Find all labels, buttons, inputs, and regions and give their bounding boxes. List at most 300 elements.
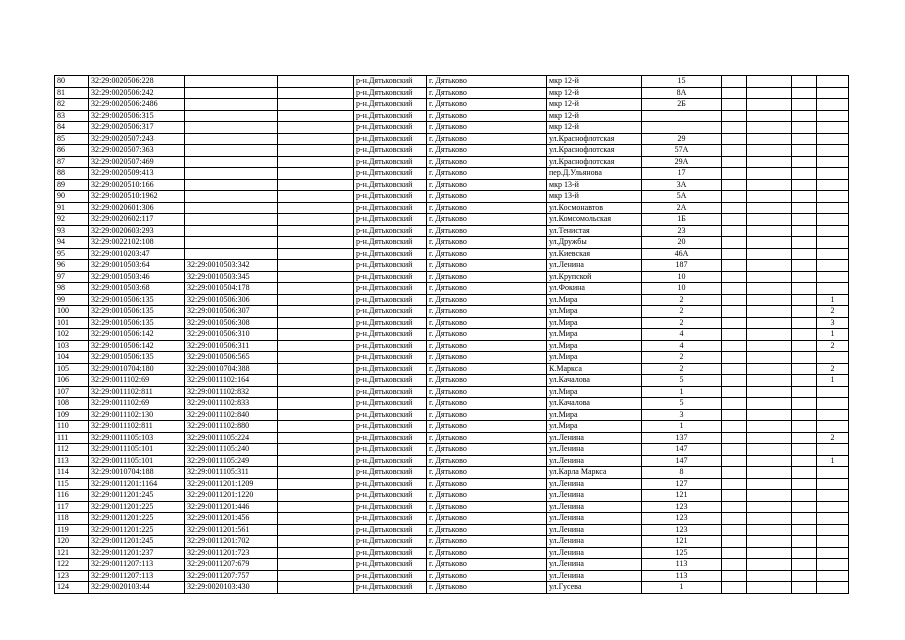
apartment-number bbox=[817, 225, 849, 237]
extra-cell-1 bbox=[722, 317, 747, 329]
district: р-н.Дятьковский bbox=[354, 375, 427, 387]
district: р-н.Дятьковский bbox=[354, 214, 427, 226]
empty-cell bbox=[278, 214, 354, 226]
house-number: 123 bbox=[642, 513, 722, 525]
extra-cell-1 bbox=[722, 156, 747, 168]
apartment-number bbox=[817, 260, 849, 272]
cadastral-number-building: 32:29:0011201:1220 bbox=[185, 490, 278, 502]
city: г. Дятьково bbox=[427, 283, 547, 295]
apartment-number bbox=[817, 202, 849, 214]
empty-cell bbox=[278, 168, 354, 180]
table-row bbox=[55, 421, 849, 433]
extra-cell-1 bbox=[722, 363, 747, 375]
extra-cell-2 bbox=[747, 398, 792, 410]
city: г. Дятьково bbox=[427, 179, 547, 191]
street: ул.Ленина bbox=[547, 444, 642, 456]
extra-cell-3 bbox=[792, 421, 817, 433]
apartment-number bbox=[817, 191, 849, 203]
cadastral-number-land: 32:29:0020506:315 bbox=[89, 110, 185, 122]
cadastral-number-building bbox=[185, 237, 278, 249]
extra-cell-1 bbox=[722, 225, 747, 237]
table-row bbox=[55, 340, 849, 352]
extra-cell-1 bbox=[722, 340, 747, 352]
extra-cell-2 bbox=[747, 444, 792, 456]
street: ул.Мира bbox=[547, 409, 642, 421]
cadastral-number-building bbox=[185, 133, 278, 145]
street: ул.Ленина bbox=[547, 559, 642, 571]
row-number: 98 bbox=[55, 283, 89, 295]
district: р-н.Дятьковский bbox=[354, 490, 427, 502]
extra-cell-1 bbox=[722, 432, 747, 444]
district: р-н.Дятьковский bbox=[354, 455, 427, 467]
row-number: 94 bbox=[55, 237, 89, 249]
extra-cell-3 bbox=[792, 386, 817, 398]
extra-cell-2 bbox=[747, 202, 792, 214]
apartment-number bbox=[817, 248, 849, 260]
city: г. Дятьково bbox=[427, 145, 547, 157]
empty-cell bbox=[278, 248, 354, 260]
apartment-number: 2 bbox=[817, 363, 849, 375]
house-number: 29 bbox=[642, 133, 722, 145]
cadastral-number-land: 32:29:0011102:811 bbox=[89, 421, 185, 433]
empty-cell bbox=[278, 133, 354, 145]
extra-cell-2 bbox=[747, 352, 792, 364]
table-row bbox=[55, 352, 849, 364]
city: г. Дятьково bbox=[427, 99, 547, 111]
extra-cell-1 bbox=[722, 191, 747, 203]
extra-cell-3 bbox=[792, 478, 817, 490]
district: р-н.Дятьковский bbox=[354, 421, 427, 433]
district: р-н.Дятьковский bbox=[354, 444, 427, 456]
cadastral-number-land: 32:29:0020510:166 bbox=[89, 179, 185, 191]
district: р-н.Дятьковский bbox=[354, 225, 427, 237]
empty-cell bbox=[278, 306, 354, 318]
extra-cell-1 bbox=[722, 547, 747, 559]
house-number: 147 bbox=[642, 455, 722, 467]
extra-cell-3 bbox=[792, 145, 817, 157]
cadastral-number-land: 32:29:0020602:117 bbox=[89, 214, 185, 226]
extra-cell-1 bbox=[722, 536, 747, 548]
extra-cell-3 bbox=[792, 536, 817, 548]
city: г. Дятьково bbox=[427, 248, 547, 260]
district: р-н.Дятьковский bbox=[354, 467, 427, 479]
cadastral-number-land: 32:29:0020506:242 bbox=[89, 87, 185, 99]
house-number: 2 bbox=[642, 352, 722, 364]
district: р-н.Дятьковский bbox=[354, 133, 427, 145]
house-number: 1 bbox=[642, 386, 722, 398]
street: ул.Мира bbox=[547, 352, 642, 364]
row-number: 99 bbox=[55, 294, 89, 306]
extra-cell-2 bbox=[747, 237, 792, 249]
apartment-number bbox=[817, 398, 849, 410]
cadastral-number-land: 32:29:0020510:1962 bbox=[89, 191, 185, 203]
cadastral-number-building: 32:29:0011102:840 bbox=[185, 409, 278, 421]
apartment-number bbox=[817, 444, 849, 456]
extra-cell-1 bbox=[722, 409, 747, 421]
house-number: 2 bbox=[642, 317, 722, 329]
cadastral-number-land: 32:29:0011207:113 bbox=[89, 559, 185, 571]
apartment-number: 3 bbox=[817, 317, 849, 329]
cadastral-number-land: 32:29:0011201:225 bbox=[89, 524, 185, 536]
apartment-number bbox=[817, 513, 849, 525]
extra-cell-2 bbox=[747, 455, 792, 467]
street: ул.Ленина bbox=[547, 478, 642, 490]
cadastral-number-land: 32:29:0011201:225 bbox=[89, 513, 185, 525]
extra-cell-2 bbox=[747, 582, 792, 594]
empty-cell bbox=[278, 421, 354, 433]
cadastral-number-building: 32:29:0010704:388 bbox=[185, 363, 278, 375]
extra-cell-3 bbox=[792, 582, 817, 594]
street: мкр 13-й bbox=[547, 191, 642, 203]
cadastral-number-building: 32:29:0011201:702 bbox=[185, 536, 278, 548]
city: г. Дятьково bbox=[427, 237, 547, 249]
house-number: 23 bbox=[642, 225, 722, 237]
apartment-number: 1 bbox=[817, 329, 849, 341]
table-row bbox=[55, 409, 849, 421]
house-number: 123 bbox=[642, 501, 722, 513]
row-number: 101 bbox=[55, 317, 89, 329]
extra-cell-3 bbox=[792, 524, 817, 536]
street: ул.Краснофлотская bbox=[547, 156, 642, 168]
district: р-н.Дятьковский bbox=[354, 340, 427, 352]
empty-cell bbox=[278, 478, 354, 490]
cadastral-number-building bbox=[185, 156, 278, 168]
street: мкр 12-й bbox=[547, 99, 642, 111]
empty-cell bbox=[278, 110, 354, 122]
row-number: 118 bbox=[55, 513, 89, 525]
street: ул.Ленина bbox=[547, 536, 642, 548]
cadastral-number-building: 32:29:0010506:310 bbox=[185, 329, 278, 341]
street: ул.Мира bbox=[547, 294, 642, 306]
extra-cell-3 bbox=[792, 352, 817, 364]
row-number: 104 bbox=[55, 352, 89, 364]
extra-cell-3 bbox=[792, 409, 817, 421]
city: г. Дятьково bbox=[427, 490, 547, 502]
extra-cell-3 bbox=[792, 398, 817, 410]
street: ул.Качалова bbox=[547, 398, 642, 410]
row-number: 108 bbox=[55, 398, 89, 410]
row-number: 109 bbox=[55, 409, 89, 421]
empty-cell bbox=[278, 329, 354, 341]
row-number: 85 bbox=[55, 133, 89, 145]
empty-cell bbox=[278, 156, 354, 168]
cadastral-number-building bbox=[185, 110, 278, 122]
table-row bbox=[55, 570, 849, 582]
row-number: 81 bbox=[55, 87, 89, 99]
cadastral-number-building: 32:29:0011102:880 bbox=[185, 421, 278, 433]
cadastral-number-building bbox=[185, 99, 278, 111]
street: ул.Мира bbox=[547, 329, 642, 341]
city: г. Дятьково bbox=[427, 156, 547, 168]
cadastral-number-land: 32:29:0011102:69 bbox=[89, 398, 185, 410]
city: г. Дятьково bbox=[427, 582, 547, 594]
street: ул.Краснофлотская bbox=[547, 133, 642, 145]
extra-cell-1 bbox=[722, 582, 747, 594]
extra-cell-3 bbox=[792, 570, 817, 582]
house-number: 4 bbox=[642, 329, 722, 341]
extra-cell-1 bbox=[722, 283, 747, 295]
district: р-н.Дятьковский bbox=[354, 317, 427, 329]
extra-cell-3 bbox=[792, 214, 817, 226]
empty-cell bbox=[278, 386, 354, 398]
table-row bbox=[55, 478, 849, 490]
street: К.Маркса bbox=[547, 363, 642, 375]
apartment-number bbox=[817, 559, 849, 571]
table-row bbox=[55, 386, 849, 398]
house-number: 5 bbox=[642, 375, 722, 387]
table-row bbox=[55, 306, 849, 318]
cadastral-number-building: 32:29:0010506:311 bbox=[185, 340, 278, 352]
row-number: 84 bbox=[55, 122, 89, 134]
cadastral-number-land: 32:29:0010203:47 bbox=[89, 248, 185, 260]
extra-cell-3 bbox=[792, 363, 817, 375]
table-row bbox=[55, 375, 849, 387]
house-number: 2 bbox=[642, 306, 722, 318]
city: г. Дятьково bbox=[427, 329, 547, 341]
empty-cell bbox=[278, 467, 354, 479]
cadastral-number-land: 32:29:0011207:113 bbox=[89, 570, 185, 582]
extra-cell-3 bbox=[792, 329, 817, 341]
district: р-н.Дятьковский bbox=[354, 570, 427, 582]
empty-cell bbox=[278, 179, 354, 191]
city: г. Дятьково bbox=[427, 306, 547, 318]
cadastral-number-land: 32:29:0010506:142 bbox=[89, 329, 185, 341]
district: р-н.Дятьковский bbox=[354, 76, 427, 88]
district: р-н.Дятьковский bbox=[354, 237, 427, 249]
cadastral-number-building: 32:29:0011105:249 bbox=[185, 455, 278, 467]
extra-cell-1 bbox=[722, 271, 747, 283]
apartment-number: 1 bbox=[817, 294, 849, 306]
row-number: 110 bbox=[55, 421, 89, 433]
house-number: 125 bbox=[642, 547, 722, 559]
table-row bbox=[55, 214, 849, 226]
apartment-number bbox=[817, 145, 849, 157]
apartment-number bbox=[817, 386, 849, 398]
table-row bbox=[55, 501, 849, 513]
city: г. Дятьково bbox=[427, 271, 547, 283]
street: ул.Ленина bbox=[547, 432, 642, 444]
extra-cell-2 bbox=[747, 283, 792, 295]
extra-cell-2 bbox=[747, 260, 792, 272]
cadastral-number-building bbox=[185, 179, 278, 191]
extra-cell-1 bbox=[722, 444, 747, 456]
street: ул.Ленина bbox=[547, 260, 642, 272]
row-number: 111 bbox=[55, 432, 89, 444]
extra-cell-1 bbox=[722, 260, 747, 272]
empty-cell bbox=[278, 536, 354, 548]
cadastral-number-land: 32:29:0010506:135 bbox=[89, 317, 185, 329]
extra-cell-2 bbox=[747, 501, 792, 513]
city: г. Дятьково bbox=[427, 455, 547, 467]
house-number: 57А bbox=[642, 145, 722, 157]
row-number: 93 bbox=[55, 225, 89, 237]
extra-cell-2 bbox=[747, 513, 792, 525]
cadastral-number-land: 32:29:0011102:130 bbox=[89, 409, 185, 421]
empty-cell bbox=[278, 202, 354, 214]
house-number: 113 bbox=[642, 559, 722, 571]
extra-cell-2 bbox=[747, 179, 792, 191]
street: ул.Мира bbox=[547, 421, 642, 433]
house-number: 46А bbox=[642, 248, 722, 260]
cadastral-number-building bbox=[185, 214, 278, 226]
extra-cell-1 bbox=[722, 478, 747, 490]
city: г. Дятьково bbox=[427, 260, 547, 272]
street: ул.Киевская bbox=[547, 248, 642, 260]
table-row bbox=[55, 248, 849, 260]
extra-cell-3 bbox=[792, 122, 817, 134]
district: р-н.Дятьковский bbox=[354, 432, 427, 444]
extra-cell-2 bbox=[747, 306, 792, 318]
extra-cell-2 bbox=[747, 76, 792, 88]
empty-cell bbox=[278, 570, 354, 582]
empty-cell bbox=[278, 524, 354, 536]
extra-cell-3 bbox=[792, 467, 817, 479]
extra-cell-3 bbox=[792, 444, 817, 456]
house-number: 113 bbox=[642, 570, 722, 582]
house-number: 1 bbox=[642, 421, 722, 433]
street: ул.Мира bbox=[547, 340, 642, 352]
table-row bbox=[55, 490, 849, 502]
apartment-number: 1 bbox=[817, 455, 849, 467]
street: ул.Краснофлотская bbox=[547, 145, 642, 157]
apartment-number bbox=[817, 547, 849, 559]
extra-cell-3 bbox=[792, 260, 817, 272]
extra-cell-2 bbox=[747, 145, 792, 157]
cadastral-number-building: 32:29:0011105:311 bbox=[185, 467, 278, 479]
extra-cell-3 bbox=[792, 237, 817, 249]
city: г. Дятьково bbox=[427, 133, 547, 145]
table-row bbox=[55, 168, 849, 180]
extra-cell-3 bbox=[792, 179, 817, 191]
extra-cell-1 bbox=[722, 501, 747, 513]
district: р-н.Дятьковский bbox=[354, 409, 427, 421]
row-number: 124 bbox=[55, 582, 89, 594]
apartment-number bbox=[817, 352, 849, 364]
table-row bbox=[55, 145, 849, 157]
empty-cell bbox=[278, 559, 354, 571]
extra-cell-3 bbox=[792, 87, 817, 99]
extra-cell-2 bbox=[747, 225, 792, 237]
table-row bbox=[55, 547, 849, 559]
city: г. Дятьково bbox=[427, 76, 547, 88]
city: г. Дятьково bbox=[427, 524, 547, 536]
table-row bbox=[55, 225, 849, 237]
cadastral-number-land: 32:29:0020509:413 bbox=[89, 168, 185, 180]
cadastral-number-building: 32:29:0011102:832 bbox=[185, 386, 278, 398]
table-row bbox=[55, 294, 849, 306]
extra-cell-3 bbox=[792, 455, 817, 467]
house-number: 147 bbox=[642, 444, 722, 456]
table-row bbox=[55, 398, 849, 410]
street: ул.Ленина bbox=[547, 490, 642, 502]
district: р-н.Дятьковский bbox=[354, 478, 427, 490]
extra-cell-2 bbox=[747, 110, 792, 122]
extra-cell-3 bbox=[792, 191, 817, 203]
house-number bbox=[642, 110, 722, 122]
street: ул.Космонавтов bbox=[547, 202, 642, 214]
cadastral-number-building bbox=[185, 76, 278, 88]
cadastral-number-land: 32:29:0010506:135 bbox=[89, 352, 185, 364]
house-number: 2Б bbox=[642, 99, 722, 111]
street: ул.Ленина bbox=[547, 570, 642, 582]
apartment-number bbox=[817, 478, 849, 490]
extra-cell-1 bbox=[722, 490, 747, 502]
extra-cell-2 bbox=[747, 409, 792, 421]
row-number: 115 bbox=[55, 478, 89, 490]
cadastral-number-building bbox=[185, 168, 278, 180]
table-row bbox=[55, 191, 849, 203]
cadastral-number-building: 32:29:0010506:306 bbox=[185, 294, 278, 306]
cadastral-number-building bbox=[185, 248, 278, 260]
cadastral-number-building: 32:29:0011102:833 bbox=[185, 398, 278, 410]
cadastral-number-land: 32:29:0011201:237 bbox=[89, 547, 185, 559]
extra-cell-1 bbox=[722, 145, 747, 157]
apartment-number bbox=[817, 179, 849, 191]
row-number: 113 bbox=[55, 455, 89, 467]
city: г. Дятьково bbox=[427, 340, 547, 352]
empty-cell bbox=[278, 271, 354, 283]
cadastral-number-building: 32:29:0011201:456 bbox=[185, 513, 278, 525]
cadastral-number-land: 32:29:0011201:1164 bbox=[89, 478, 185, 490]
row-number: 107 bbox=[55, 386, 89, 398]
table-row bbox=[55, 559, 849, 571]
empty-cell bbox=[278, 317, 354, 329]
cadastral-number-building: 32:29:0011102:164 bbox=[185, 375, 278, 387]
apartment-number bbox=[817, 524, 849, 536]
extra-cell-1 bbox=[722, 133, 747, 145]
street: ул.Карла Маркса bbox=[547, 467, 642, 479]
street: мкр 12-й bbox=[547, 110, 642, 122]
extra-cell-2 bbox=[747, 490, 792, 502]
cadastral-number-land: 32:29:0011105:101 bbox=[89, 455, 185, 467]
table-row bbox=[55, 87, 849, 99]
district: р-н.Дятьковский bbox=[354, 283, 427, 295]
street: ул.Ленина bbox=[547, 455, 642, 467]
apartment-number bbox=[817, 122, 849, 134]
table-row bbox=[55, 260, 849, 272]
empty-cell bbox=[278, 513, 354, 525]
cadastral-number-building bbox=[185, 225, 278, 237]
empty-cell bbox=[278, 501, 354, 513]
apartment-number bbox=[817, 421, 849, 433]
cadastral-number-land: 32:29:0011105:101 bbox=[89, 444, 185, 456]
house-number: 17 bbox=[642, 168, 722, 180]
city: г. Дятьково bbox=[427, 191, 547, 203]
table-row bbox=[55, 122, 849, 134]
apartment-number bbox=[817, 570, 849, 582]
city: г. Дятьково bbox=[427, 110, 547, 122]
street: ул.Ленина bbox=[547, 513, 642, 525]
address-table bbox=[54, 75, 849, 594]
extra-cell-3 bbox=[792, 271, 817, 283]
row-number: 92 bbox=[55, 214, 89, 226]
cadastral-number-building bbox=[185, 202, 278, 214]
city: г. Дятьково bbox=[427, 386, 547, 398]
house-number bbox=[642, 122, 722, 134]
empty-cell bbox=[278, 398, 354, 410]
district: р-н.Дятьковский bbox=[354, 559, 427, 571]
apartment-number: 2 bbox=[817, 340, 849, 352]
district: р-н.Дятьковский bbox=[354, 87, 427, 99]
empty-cell bbox=[278, 409, 354, 421]
apartment-number bbox=[817, 133, 849, 145]
extra-cell-3 bbox=[792, 375, 817, 387]
empty-cell bbox=[278, 225, 354, 237]
cadastral-number-building: 32:29:0011201:446 bbox=[185, 501, 278, 513]
table-row bbox=[55, 99, 849, 111]
apartment-number bbox=[817, 87, 849, 99]
city: г. Дятьково bbox=[427, 317, 547, 329]
